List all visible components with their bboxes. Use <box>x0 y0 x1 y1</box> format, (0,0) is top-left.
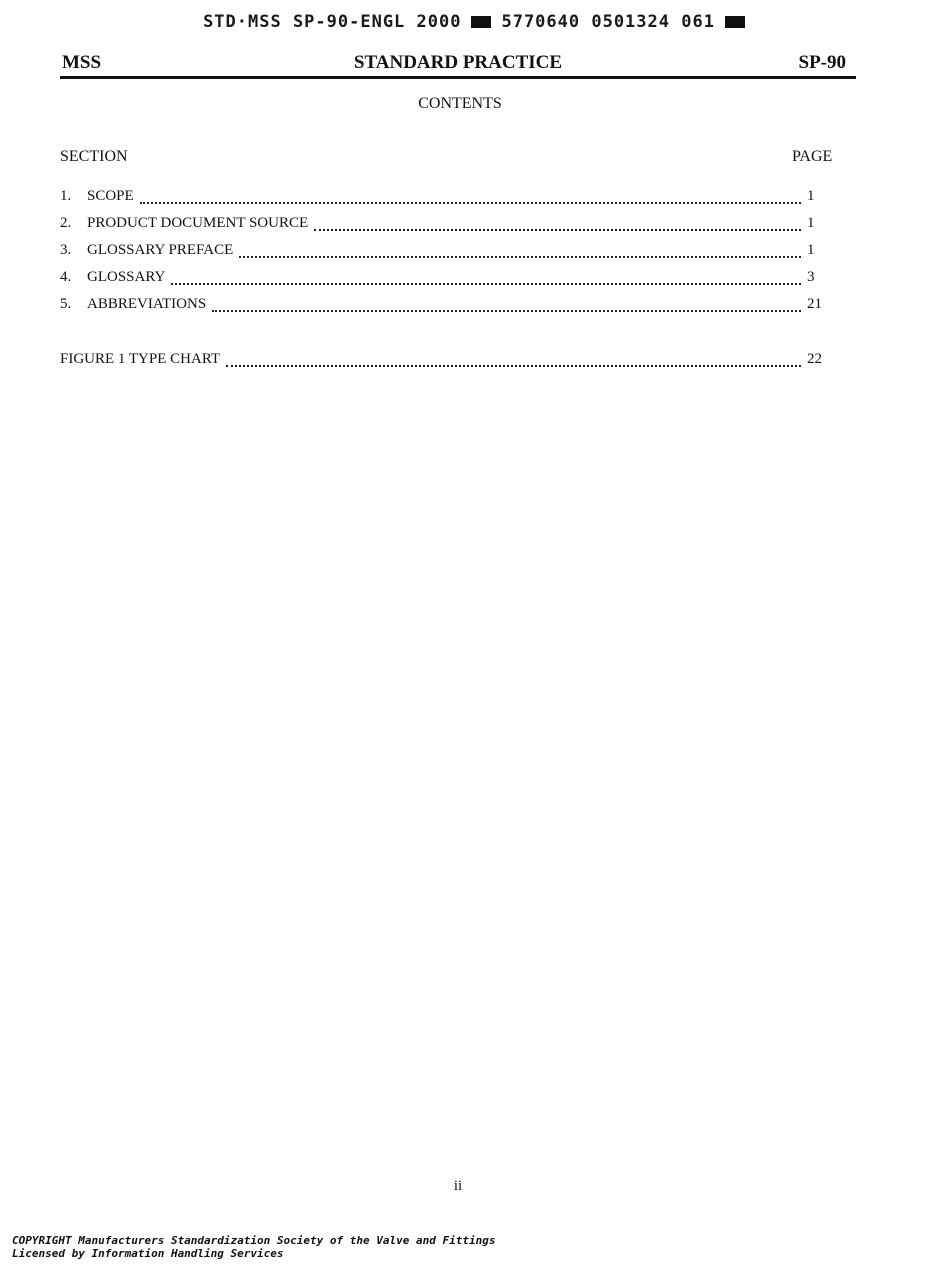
toc-number: 1. <box>60 188 72 204</box>
toc-entry-figure-1[interactable] <box>60 351 825 371</box>
toc-label: PRODUCT DOCUMENT SOURCE <box>87 215 309 231</box>
header-organization: MSS <box>62 52 102 73</box>
toc-leader <box>226 364 801 367</box>
toc-entry-glossary[interactable] <box>60 269 825 289</box>
toc-page: 22 <box>807 351 822 367</box>
copyright-line: COPYRIGHT Manufacturers Standardization Society of the Valve and Fittings <box>12 1234 496 1247</box>
toc-leader <box>171 282 801 285</box>
toc-label: GLOSSARY <box>87 269 166 285</box>
toc-number: 5. <box>60 296 72 312</box>
toc-label: FIGURE 1 TYPE CHART <box>60 351 221 367</box>
toc-page: 3 <box>807 269 815 285</box>
toc-leader <box>314 228 801 231</box>
toc-leader <box>212 309 801 312</box>
toc-leader <box>239 255 801 258</box>
section-column-header: SECTION <box>60 148 128 165</box>
header-doc-id: SP-90 <box>798 52 846 73</box>
stamp-numbers: 5770640 0501324 061 <box>501 12 715 32</box>
toc-number: 2. <box>60 215 72 231</box>
copyright-notice <box>12 1234 495 1260</box>
header-title: STANDARD PRACTICE <box>353 52 563 73</box>
toc-label: SCOPE <box>87 188 134 204</box>
toc-entry-product-document-source[interactable] <box>60 215 825 235</box>
page-number: ii <box>453 1178 463 1194</box>
stamp-code: STD·MSS SP-90-ENGL 2000 <box>203 12 462 32</box>
toc-page: 1 <box>807 188 815 204</box>
toc-label: ABBREVIATIONS <box>87 296 207 312</box>
toc-entry-abbreviations[interactable] <box>60 296 825 316</box>
toc-page: 1 <box>807 215 815 231</box>
toc-entry-scope[interactable] <box>60 188 825 208</box>
toc-page: 1 <box>807 242 815 258</box>
toc-page: 21 <box>807 296 822 312</box>
toc-entry-glossary-preface[interactable] <box>60 242 825 262</box>
stamp-block <box>471 16 491 28</box>
page-header <box>60 52 856 79</box>
contents-title: CONTENTS <box>418 95 502 112</box>
page-column-header: PAGE <box>792 148 833 165</box>
toc-number: 3. <box>60 242 72 258</box>
stamp-block <box>725 16 745 28</box>
document-stamp <box>0 12 950 32</box>
toc-number: 4. <box>60 269 72 285</box>
license-line: Licensed by Information Handling Services <box>12 1247 284 1260</box>
toc-label: GLOSSARY PREFACE <box>87 242 234 258</box>
toc-leader <box>140 201 801 204</box>
